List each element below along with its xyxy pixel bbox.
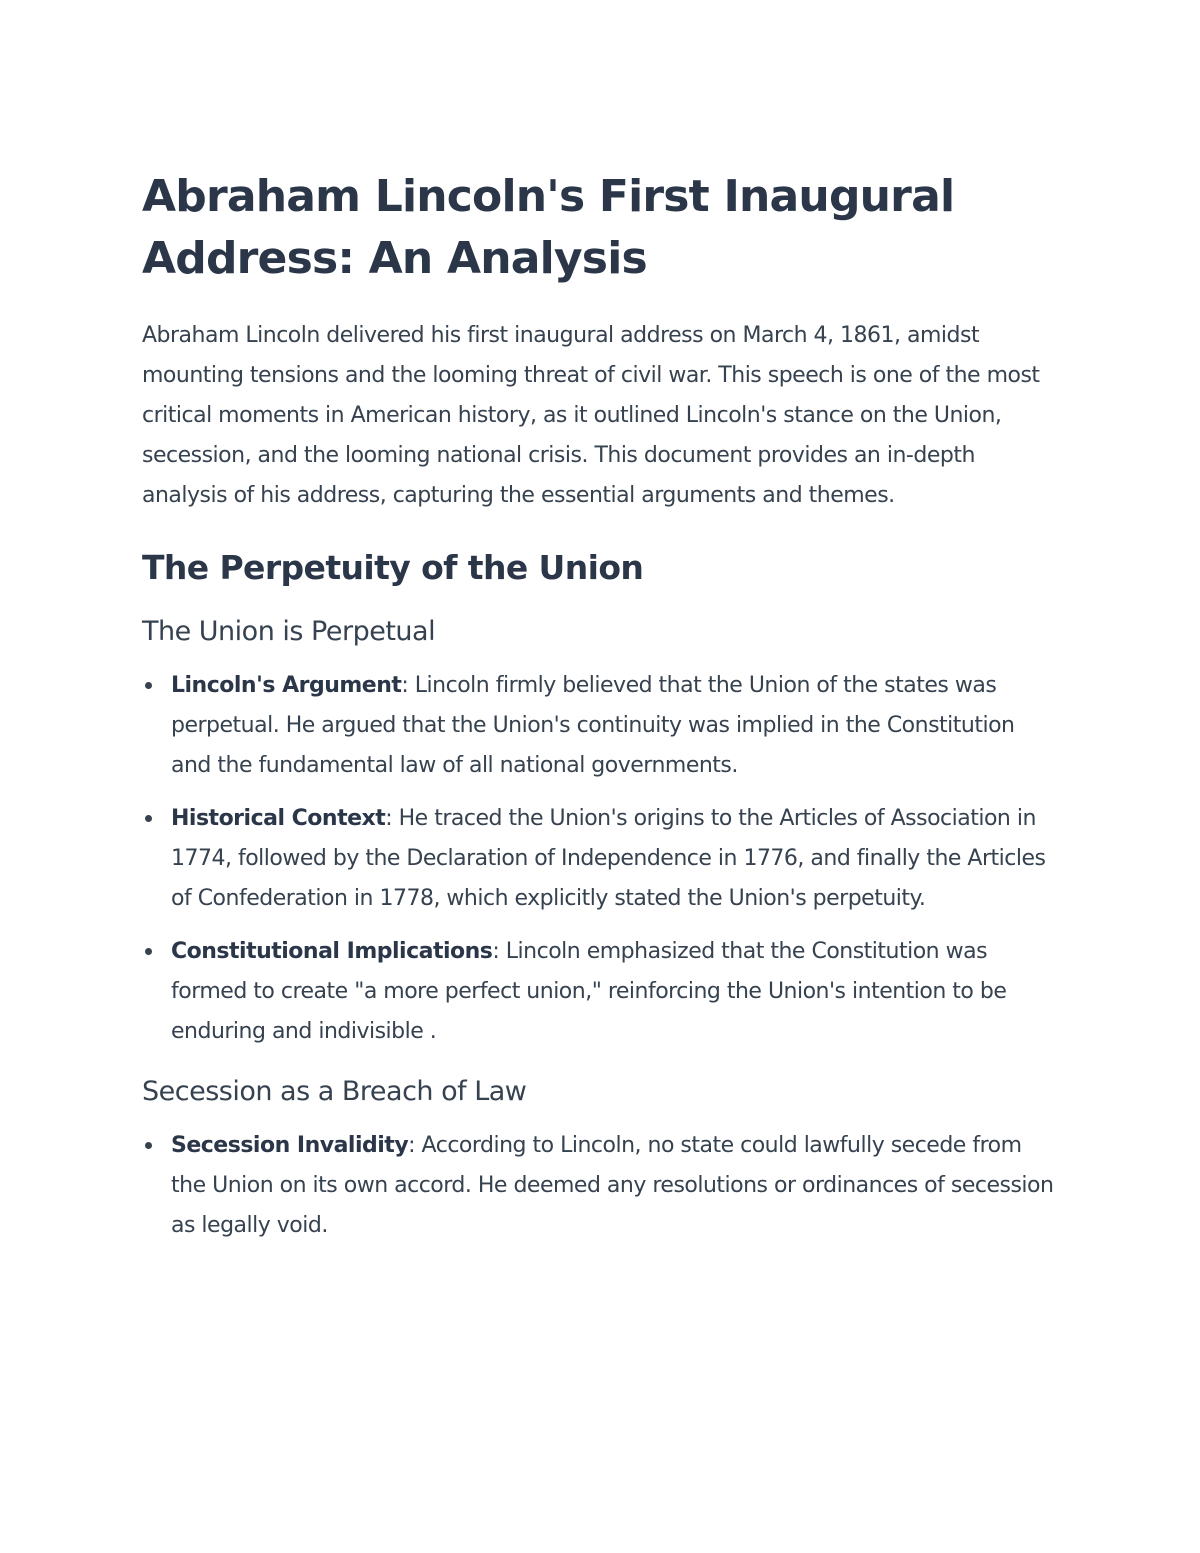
bullet-text: : Lincoln emphasized that the Constitution was formed to create "a more perfect union," reinforcing the Union's intention to be enduring and indivisible .	[171, 939, 1007, 1044]
list-item	[142, 799, 1060, 919]
bullet-term: Lincoln's Argument	[171, 673, 402, 698]
list-item	[142, 932, 1060, 1052]
bullet-term: Secession Invalidity	[171, 1133, 409, 1158]
bullet-text: : Lincoln firmly believed that the Union of the states was perpetual. He argued that the Union's continuity was implied in the Constitution and the fundamental law of all national governments.	[171, 673, 1015, 778]
subsection-heading-union-perpetual: The Union is Perpetual	[142, 616, 436, 647]
subsection-heading-secession-breach: Secession as a Breach of Law	[142, 1076, 527, 1107]
bullet-icon	[145, 682, 152, 689]
bullet-icon	[145, 815, 152, 822]
bullet-term: Constitutional Implications	[171, 939, 493, 964]
intro-paragraph: Abraham Lincoln delivered his first inaugural address on March 4, 1861, amidst mounting tensions and the looming threat of civil war. This speech is one of the most critical moments in American history, as it outlined Lincoln's stance on the Union, secession, and the looming national crisis. This document provides an in-depth analysis of his address, capturing the essential arguments and themes.	[142, 323, 1040, 508]
bullet-term: Historical Context	[171, 806, 386, 831]
bullet-text: : He traced the Union's origins to the Articles of Association in 1774, followed by the Declaration of Independence in 1776, and finally the Articles of Confederation in 1778, which explicitly stated the Union's perpetuity.	[171, 806, 1046, 911]
bullet-icon	[145, 948, 152, 955]
section-heading: The Perpetuity of the Union	[142, 548, 644, 587]
list-item	[142, 1126, 1060, 1246]
bullet-text: : According to Lincoln, no state could lawfully secede from the Union on its own accord. He deemed any resolutions or ordinances of secession as legally void.	[171, 1133, 1054, 1238]
bullet-list-secession-breach	[142, 1126, 1060, 1246]
list-item	[142, 666, 1060, 786]
bullet-icon	[145, 1142, 152, 1149]
bullet-list-union-perpetual	[142, 666, 1060, 1052]
document-title: Abraham Lincoln's First Inaugural Address: An Analysis	[142, 171, 955, 284]
